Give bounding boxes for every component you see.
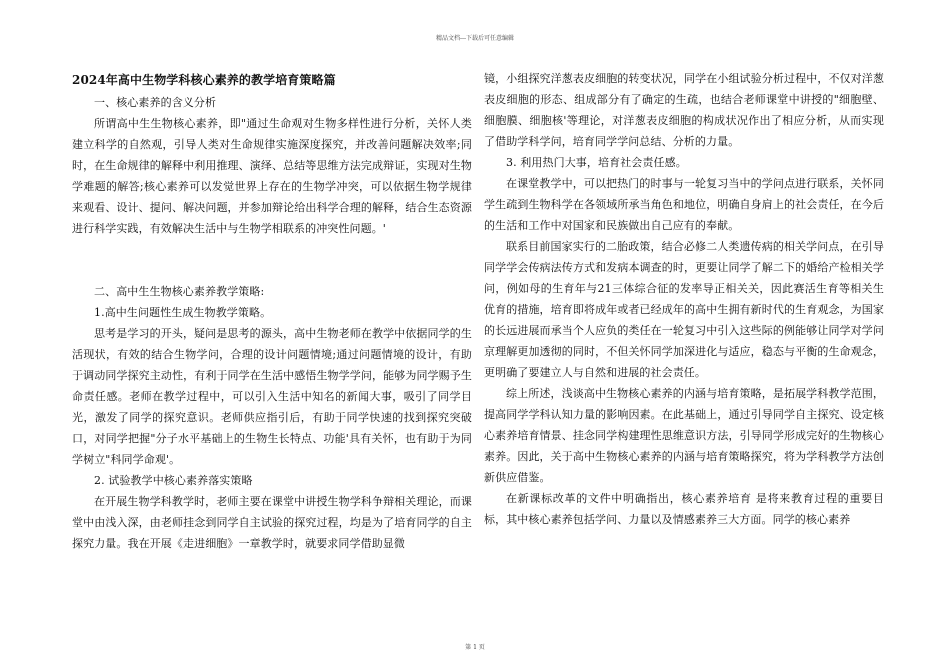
right-column <box>484 68 884 530</box>
paragraph-new-curriculum: 在新课标改革的文件中明确指出，核心素养培育 是将来教育过程的重要目标，其中核心素养包括学问、力量以及情感素养三大方面。同学的核心素养 <box>484 492 884 526</box>
page-number: 第 1 页 <box>465 644 485 651</box>
paragraph-two-child-policy: 联系目前国家实行的二胎政策，结合必修二人类遗传病的相关学问点，在引导同学学会传病法传方式和发病本调查的时，更要让同学了解二下的婚给产检相关学问，例如母的生育年与21三体综合征的发率导正相关关，因此赛活生育等相关生优育的措施，培育即将成年或者已经成年的高中生拥有新时代的生育观念，为国家的长远进展而承当个人应负的类任在一轮复习中引入这些际的例能够让同学对学问京理解更加透彻的同时，不但关怀同学加深进化与适应，稳态与平衡的生命观念，更明确了要建立人与自然和进展的社会责任。 <box>484 240 884 379</box>
left-column <box>72 68 472 554</box>
document-title: 2024年高中生物学科核心素养的教学培育策略篇 <box>72 73 336 87</box>
paragraph-experiment-teaching: 在开展生物学科教学时，老师主要在课堂中讲授生物学科争辩相关理论，而课堂中由浅入深，由老师挂念到同学自主试验的探究过程，均是为了培育同学的自主探究力量。我在开展《走进细胞》一章教学时，就要求同学借助显微 <box>72 495 472 550</box>
paragraph-question-strategy: 思考是学习的开头，疑问是思考的源头，高中生物老师在教学中依据同学的生活现状，有效的结合生物学问，合理的设计问题情境;通过问题情境的设计，有助于调动同学探究主动性，有利于同学在生活中感悟生物学学问，能够为同学赐予生命责任感。老师在教学过程中，可以引入生活中知名的新闻大事，吸引了同学目光，激发了同学的探究意识。老师供应指引后，有助于同学快速的找到探究突破口，对同学把握"分子水平基础上的生物生长特点、功能'具有关怀，也有助于为同学树立"科同学命观'。 <box>72 327 472 466</box>
section-heading-2: 二、高中生生物核心素养教学策略: <box>94 285 265 298</box>
paragraph-summary: 综上所述，浅谈高中生物核心素养的内涵与培育策略，是拓展学科教学范围，提高同学学科认知力量的影响因素。在此基础上，通过引导同学自主探究、设定核心素养培育情景、挂念同学构建理性思维意识方法，引导同学形成完好的生物核心素养。因此，关于高中生物核心素养的内涵与培育策略探究，将为学科教学方法创新供应借鉴。 <box>484 387 884 484</box>
subsection-heading-3: 3. 利用热门大事，培育社会责任感。 <box>506 156 687 169</box>
page-header: 精品文档---下载后可任意编辑 <box>435 35 515 42</box>
section-heading-1: 一、核心素养的含义分析 <box>94 96 217 109</box>
subsection-heading-1: 1.高中生问题性生成生物教学策略。 <box>94 306 272 319</box>
subsection-heading-2: 2. 试验教学中核心素养落实策略 <box>94 474 253 487</box>
paragraph-gap <box>72 239 472 281</box>
paragraph-microscope-continued: 镜，小组探究洋葱表皮细胞的转变状况，同学在小组试验分析过程中，不仅对洋葱表皮细胞的形态、组成部分有了确定的生疏，也结合老师课堂中讲授的"细胞壁、细胞膜、细胞核'等理论，对洋葱表皮细胞的构成状况作出了相应分析，从而实现了借助学科学问，培育同学学问总结、分析的力量。 <box>484 72 884 148</box>
paragraph-current-events: 在课堂教学中，可以把热门的时事与一轮复习当中的学问点进行联系，关怀同学生疏到生物科学在各领域所承当角色和地位，明确自身肩上的社会责任，在今后的生活和工作中对国家和民族做出自己应有的奉献。 <box>484 177 884 232</box>
paragraph-definition: 所谓高中生生物核心素养，即"通过生命观对生物多样性进行分析，关怀人类建立科学的自然观，引导人类对生命规律实施深度探究，并改善问题解决效率;同时，在生命规律的解释中利用推理、演绎、总结等思维方法完成辩证，实现对生物学难题的解答;核心素养可以发觉世界上存在的生物学冲突，可以依据生物学规律来观看、设计、提问、解决问题，并参加辩论给出科学合理的解释，结合生态资源进行科学实践，有效解决生活中与生物学相联系的冲突性问题。' <box>72 117 472 235</box>
